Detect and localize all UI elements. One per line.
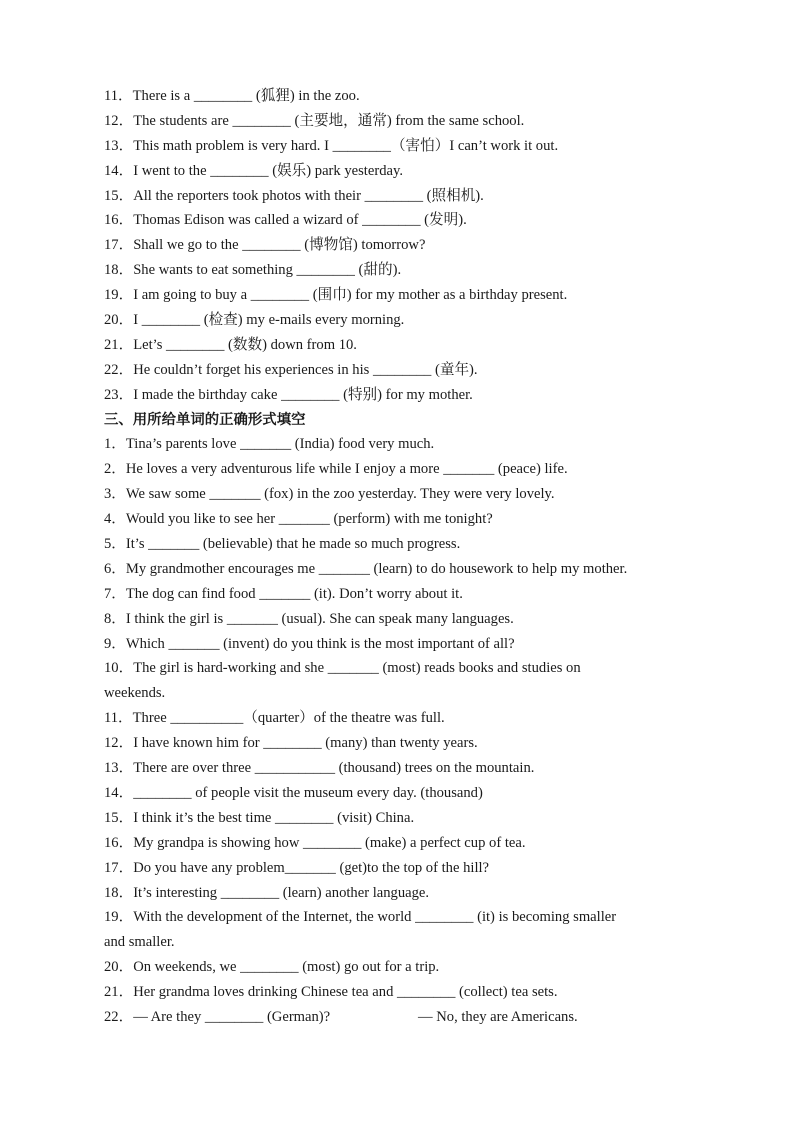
exercise-item-20: 20．On weekends, we ________ (most) go out for a trip. [104, 959, 440, 976]
exercise-item-14: 14．________ of people visit the museum every day. (thousand) [104, 784, 483, 801]
exercise-item-16: 16．My grandpa is showing how ________ (make) a perfect cup of tea. [104, 834, 526, 851]
exercise-item-23: 23．I made the birthday cake ________ (特别) for my mother. [104, 386, 473, 403]
exercise-item-22: 22．He couldn’t forget his experiences in his ________ (童年). [104, 361, 478, 378]
exercise-item-10-line1: 10．The girl is hard-working and she _______ (most) reads books and studies on [104, 660, 581, 677]
exercise-item-9: 9．Which _______ (invent) do you think is the most important of all? [104, 635, 515, 652]
section-heading: 三、用所给单词的正确形式填空 [104, 411, 306, 428]
item-22-question: 22．— Are they ________ (German)? [104, 1008, 331, 1025]
exercise-item-17: 17．Do you have any problem_______ (get)to the top of the hill? [104, 859, 490, 876]
exercise-item-7: 7．The dog can find food _______ (it). Don’t worry about it. [104, 585, 463, 602]
exercise-item-18: 18．She wants to eat something ________ (甜的). [104, 262, 402, 279]
part3-list [104, 432, 704, 1029]
exercise-item-13: 13．This math problem is very hard. I ________（害怕）I can’t work it out. [104, 137, 559, 154]
exercise-item-11: 11．Three __________（quarter）of the theatre was full. [104, 710, 445, 727]
exercise-item-21: 21．Her grandma loves drinking Chinese tea and ________ (collect) tea sets. [104, 984, 558, 1001]
exercise-item-22 [104, 1005, 704, 1030]
exercise-item-3: 3．We saw some _______ (fox) in the zoo yesterday. They were very lovely. [104, 486, 555, 503]
exercise-item-19: 19．I am going to buy a ________ (围巾) for my mother as a birthday present. [104, 287, 568, 304]
exercise-item-21: 21．Let’s ________ (数数) down from 10. [104, 336, 357, 353]
exercise-item-15: 15．All the reporters took photos with their ________ (照相机). [104, 187, 484, 204]
exercise-item-13: 13．There are over three ___________ (thousand) trees on the mountain. [104, 760, 535, 777]
worksheet-page [104, 84, 704, 1030]
exercise-item-19-line1: 19．With the development of the Internet, the world ________ (it) is becoming smaller [104, 909, 617, 926]
exercise-item-14: 14．I went to the ________ (娱乐) park yesterday. [104, 162, 403, 179]
exercise-item-20: 20．I ________ (检查) my e-mails every morning. [104, 312, 405, 329]
exercise-item-19-line2: and smaller. [104, 934, 175, 951]
exercise-item-1: 1．Tina’s parents love _______ (India) food very much. [104, 436, 435, 453]
exercise-item-5: 5．It’s _______ (believable) that he made so much progress. [104, 536, 461, 553]
exercise-item-6: 6．My grandmother encourages me _______ (learn) to do housework to help my mother. [104, 560, 628, 577]
exercise-item-12: 12．I have known him for ________ (many) than twenty years. [104, 735, 478, 752]
part2-list [104, 84, 704, 408]
exercise-item-2: 2．He loves a very adventurous life while I enjoy a more _______ (peace) life. [104, 461, 568, 478]
item-22-answer: — No, they are Americans. [418, 1008, 578, 1025]
exercise-item-4: 4．Would you like to see her _______ (perform) with me tonight? [104, 511, 493, 528]
exercise-item-17: 17．Shall we go to the ________ (博物馆) tomorrow? [104, 237, 426, 254]
exercise-item-16: 16．Thomas Edison was called a wizard of ________ (发明). [104, 212, 467, 229]
exercise-item-10-line2: weekends. [104, 685, 166, 702]
exercise-item-11: 11．There is a ________ (狐狸) in the zoo. [104, 88, 360, 104]
exercise-item-12: 12．The students are ________ (主要地，通常) from the same school. [104, 112, 525, 129]
exercise-item-18: 18．It’s interesting ________ (learn) another language. [104, 884, 430, 901]
exercise-item-15: 15．I think it’s the best time ________ (visit) China. [104, 809, 415, 826]
exercise-item-8: 8．I think the girl is _______ (usual). She can speak many languages. [104, 610, 514, 627]
